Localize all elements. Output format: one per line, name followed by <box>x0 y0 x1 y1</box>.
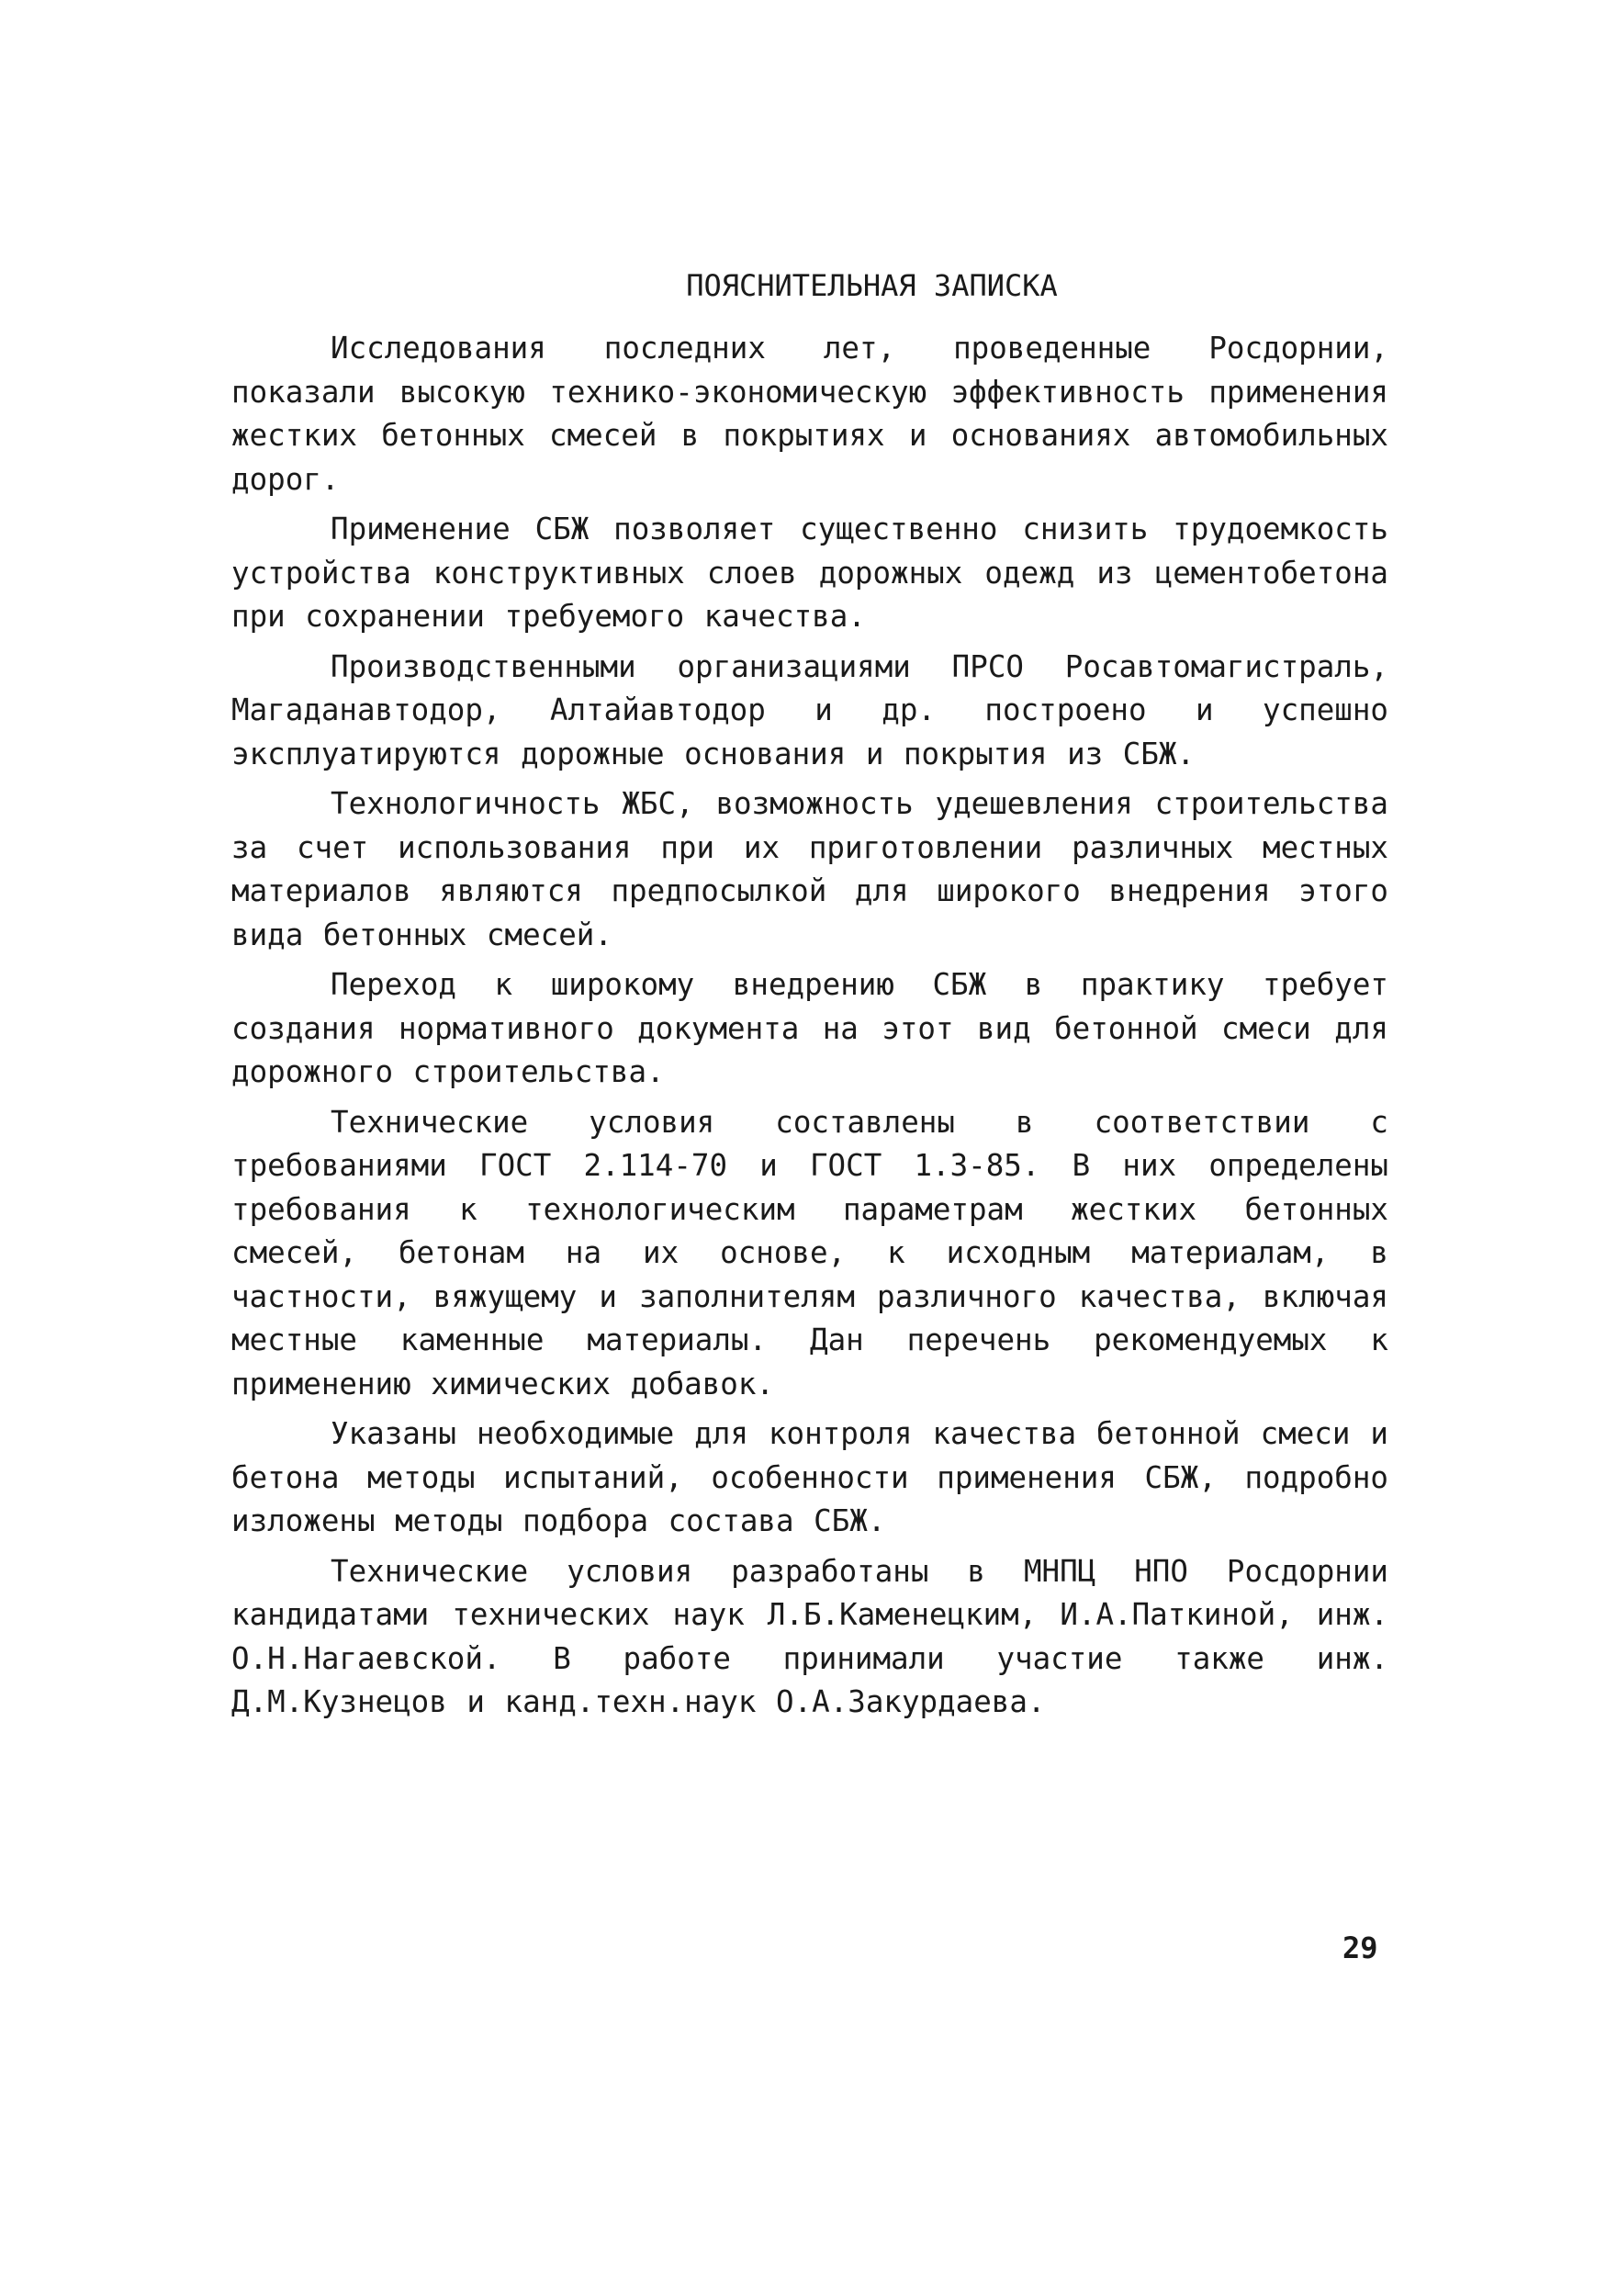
document-body <box>231 327 1388 1731</box>
document-title: ПОЯСНИТЕЛЬНАЯ ЗАПИСКА <box>686 268 1058 303</box>
paragraph: Переход к широкому внедрению СБЖ в практику требует создания нормативного документа на этот вид бетонной смеси для дорожного строительства. <box>231 967 1388 1089</box>
paragraph: Технические условия составлены в соответствии с требованиями ГОСТ 2.114-70 и ГОСТ 1.3-85. В них определены требования к технологическим параметрам жестких бетонных смесей, бетонам на их основе, к исходным материалам, в частности, вяжущему и заполнителям различного качества, включая местные каменные материалы. Дан перечень рекомендуемых к применению химических добавок. <box>231 1104 1388 1401</box>
page-number: 29 <box>1342 1930 1378 1965</box>
paragraph: Исследования последних лет, проведенные Росдорнии, показали высокую технико-экономическую эффективность применения жестких бетонных смесей в покрытиях и основаниях автомобильных дорог. <box>231 331 1388 497</box>
paragraph: Технологичность ЖБС, возможность удешевления строительства за счет использования при их приготовлении различных местных материалов являются предпосылкой для широкого внедрения этого вида бетонных смесей. <box>231 786 1388 952</box>
paragraph: Указаны необходимые для контроля качества бетонной смеси и бетона методы испытаний, особенности применения СБЖ, подробно изложены методы подбора состава СБЖ. <box>231 1416 1388 1538</box>
paragraph: Технические условия разработаны в МНПЦ НПО Росдорнии кандидатами технических наук Л.Б.Каменецким, И.А.Паткиной, инж. О.Н.Нагаевской. В работе принимали участие также инж. Д.М.Кузнецов и канд.техн.наук О.А.Закурдаева. <box>231 1553 1388 1719</box>
paragraph: Применение СБЖ позволяет существенно снизить трудоемкость устройства конструктивных слоев дорожных одежд из цементобетона при сохранении требуемого качества. <box>231 512 1388 634</box>
paragraph: Производственными организациями ПРСО Росавтомагистраль, Магаданавтодор, Алтайавтодор и др. построено и успешно эксплуатируются дорожные основания и покрытия из СБЖ. <box>231 648 1388 771</box>
